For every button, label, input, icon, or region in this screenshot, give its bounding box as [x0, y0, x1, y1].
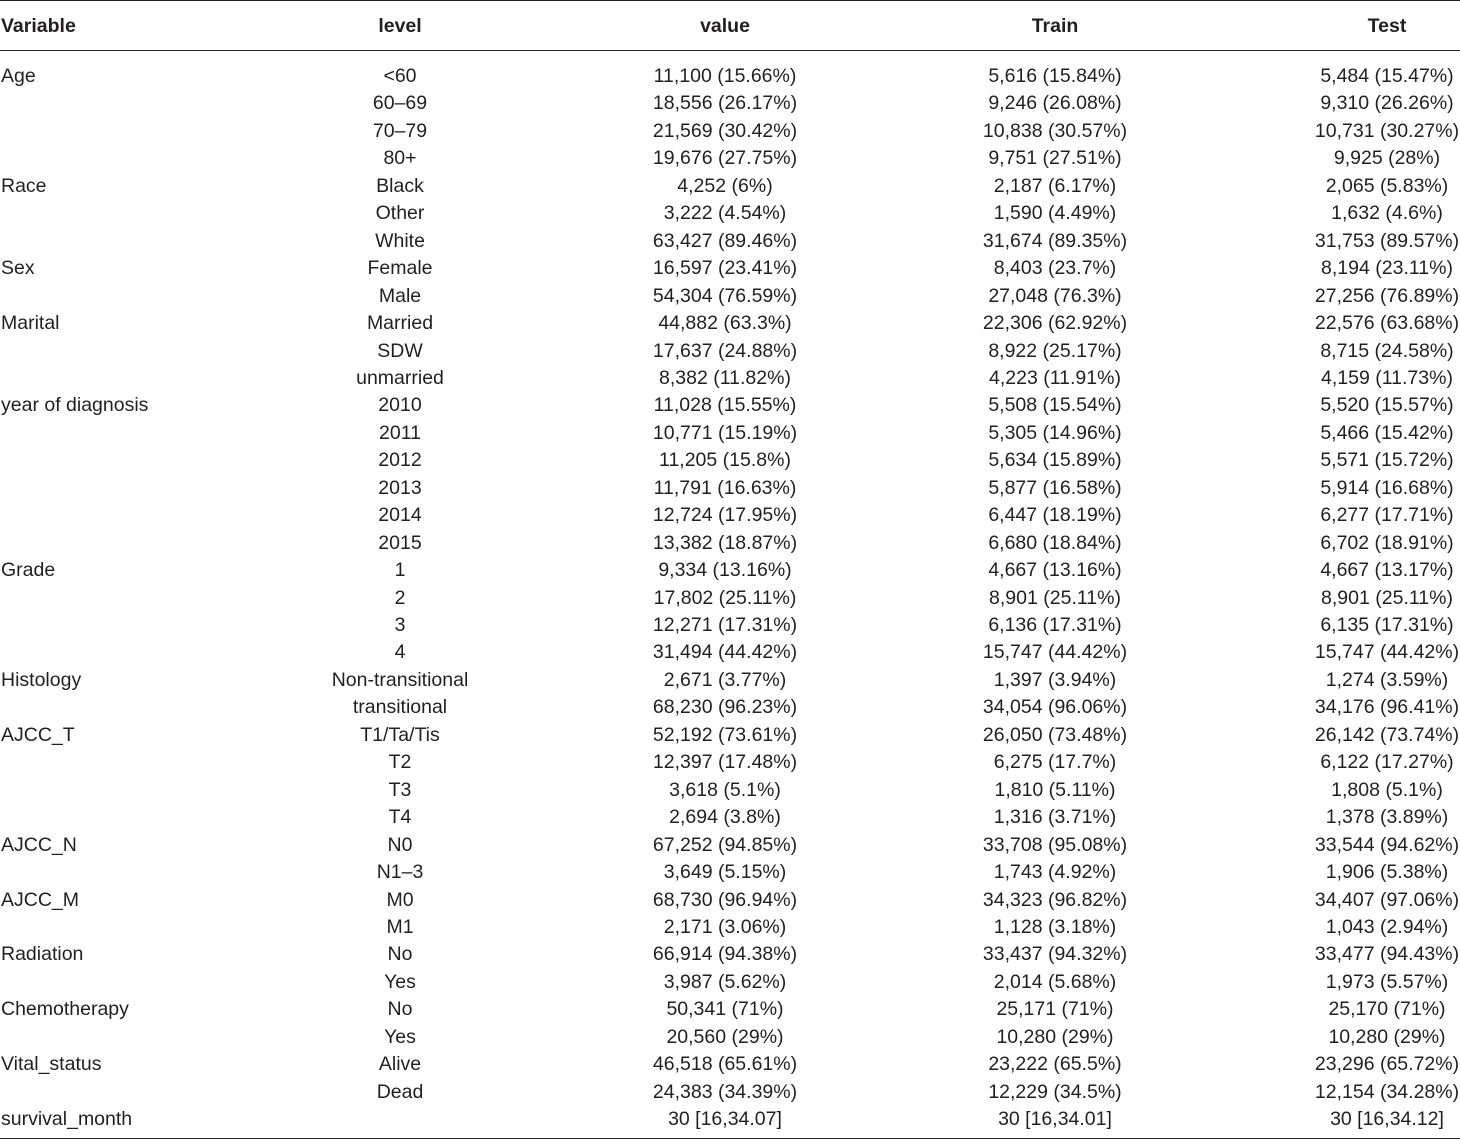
test-cell: 33,477 (94.43%) — [1314, 943, 1460, 966]
variable-cell: Chemotherapy — [1, 998, 129, 1021]
level-cell: M0 — [386, 888, 414, 911]
test-cell: 33,544 (94.62%) — [1314, 833, 1460, 856]
variable-cell: Histology — [1, 668, 82, 691]
test-cell: 15,747 (44.42%) — [1314, 641, 1460, 664]
test-cell: 12,154 (34.28%) — [1314, 1080, 1460, 1103]
table-row — [0, 667, 1460, 694]
header-test: Test — [1367, 15, 1407, 37]
table-row — [0, 502, 1460, 529]
train-cell: 1,316 (3.71%) — [993, 806, 1117, 829]
level-cell: No — [387, 998, 413, 1021]
train-cell: 1,128 (3.18%) — [993, 915, 1117, 938]
level-cell: Alive — [378, 1053, 422, 1076]
train-cell: 1,397 (3.94%) — [993, 668, 1117, 691]
test-cell: 6,135 (17.31%) — [1320, 614, 1454, 636]
table-header-rule — [0, 50, 1460, 51]
value-cell: 3,618 (5.1%) — [669, 778, 781, 801]
train-cell: 2,187 (6.17%) — [993, 174, 1117, 197]
table-row — [0, 63, 1460, 90]
level-cell: Non-transitional — [331, 668, 469, 691]
variable-cell: Radiation — [1, 943, 84, 966]
variable-cell: Vital_status — [1, 1053, 102, 1076]
level-cell: Dead — [376, 1080, 424, 1103]
table-row — [0, 914, 1460, 941]
train-cell: 2,014 (5.68%) — [993, 970, 1117, 993]
table-row — [0, 639, 1460, 666]
train-cell: 5,634 (15.89%) — [988, 449, 1122, 472]
table-row — [0, 1051, 1460, 1078]
table-row — [0, 749, 1460, 776]
level-cell: N1–3 — [376, 861, 424, 884]
level-cell: No — [387, 943, 413, 966]
test-cell: 6,277 (17.71%) — [1320, 504, 1454, 527]
table-row — [0, 475, 1460, 502]
test-cell: 22,576 (63.68%) — [1314, 312, 1460, 335]
table-row — [0, 1106, 1460, 1133]
test-cell: 1,378 (3.89%) — [1325, 806, 1449, 829]
table-row — [0, 941, 1460, 968]
level-cell: T3 — [388, 778, 412, 801]
value-cell: 11,100 (15.66%) — [653, 65, 797, 87]
train-cell: 10,838 (30.57%) — [982, 119, 1128, 142]
table-row — [0, 145, 1460, 172]
test-cell: 10,731 (30.27%) — [1314, 119, 1460, 142]
train-cell: 6,136 (17.31%) — [988, 614, 1122, 636]
test-cell: 8,715 (24.58%) — [1320, 339, 1454, 362]
table-row — [0, 694, 1460, 721]
table-top-rule — [0, 0, 1460, 1]
value-cell: 52,192 (73.61%) — [652, 723, 798, 746]
header-variable: Variable — [1, 15, 76, 37]
value-cell: 67,252 (94.85%) — [652, 833, 798, 856]
level-cell: Yes — [384, 970, 416, 993]
value-cell: 16,597 (23.41%) — [652, 257, 798, 280]
table-row — [0, 173, 1460, 200]
table-row — [0, 255, 1460, 282]
test-cell: 34,176 (96.41%) — [1314, 696, 1460, 719]
test-cell: 2,065 (5.83%) — [1325, 174, 1449, 197]
value-cell: 2,171 (3.06%) — [663, 915, 787, 938]
test-cell: 4,667 (13.17%) — [1320, 559, 1454, 582]
level-cell: 2015 — [378, 531, 422, 554]
train-cell: 8,901 (25.11%) — [989, 586, 1121, 609]
level-cell: unmarried — [356, 366, 444, 389]
train-cell: 4,223 (11.91%) — [989, 366, 1121, 389]
train-cell: 30 [16,34.01] — [998, 1108, 1112, 1131]
level-cell: N0 — [387, 833, 413, 856]
train-cell: 34,323 (96.82%) — [982, 888, 1128, 911]
test-cell: 8,194 (23.11%) — [1321, 257, 1453, 280]
value-cell: 50,341 (71%) — [666, 998, 784, 1021]
level-cell: transitional — [352, 696, 448, 719]
train-cell: 26,050 (73.48%) — [982, 723, 1128, 746]
table-row — [0, 722, 1460, 749]
value-cell: 2,671 (3.77%) — [663, 668, 787, 691]
level-cell: 2013 — [378, 476, 422, 499]
test-cell: 8,901 (25.11%) — [1321, 586, 1453, 609]
value-cell: 11,028 (15.55%) — [653, 394, 797, 417]
header-value: value — [700, 15, 750, 37]
test-cell: 1,043 (2.94%) — [1325, 915, 1449, 938]
level-cell: 2014 — [378, 504, 422, 527]
table-row — [0, 530, 1460, 557]
table-row — [0, 365, 1460, 392]
value-cell: 46,518 (65.61%) — [652, 1053, 798, 1076]
value-cell: 10,771 (15.19%) — [652, 421, 798, 444]
train-cell: 25,171 (71%) — [996, 998, 1114, 1021]
value-cell: 19,676 (27.75%) — [652, 147, 798, 170]
table-header-row — [0, 11, 1460, 41]
variable-cell: survival_month — [1, 1108, 133, 1131]
level-cell: 3 — [394, 614, 406, 636]
test-cell: 31,753 (89.57%) — [1314, 229, 1460, 252]
train-cell: 33,437 (94.32%) — [982, 943, 1128, 966]
table-row — [0, 338, 1460, 365]
test-cell: 5,466 (15.42%) — [1320, 421, 1454, 444]
level-cell: 4 — [394, 641, 406, 664]
level-cell: Black — [376, 174, 424, 197]
table-row — [0, 612, 1460, 639]
variable-cell: AJCC_N — [1, 833, 77, 856]
value-cell: 20,560 (29%) — [666, 1025, 784, 1048]
header-train: Train — [1031, 15, 1079, 37]
table-row — [0, 1079, 1460, 1106]
variable-cell: AJCC_T — [1, 723, 75, 746]
test-cell: 1,808 (5.1%) — [1331, 778, 1443, 801]
value-cell: 44,882 (63.3%) — [658, 312, 792, 335]
train-cell: 5,305 (14.96%) — [988, 421, 1122, 444]
train-cell: 8,403 (23.7%) — [993, 257, 1117, 280]
level-cell: Other — [375, 202, 425, 225]
test-cell: 34,407 (97.06%) — [1314, 888, 1460, 911]
value-cell: 30 [16,34.07] — [668, 1108, 782, 1131]
level-cell: Yes — [384, 1025, 416, 1048]
value-cell: 12,724 (17.95%) — [652, 504, 798, 527]
test-cell: 5,914 (16.68%) — [1320, 476, 1454, 499]
value-cell: 9,334 (13.16%) — [658, 559, 792, 582]
test-cell: 9,310 (26.26%) — [1320, 92, 1454, 115]
train-cell: 27,048 (76.3%) — [988, 284, 1122, 307]
level-cell: 2010 — [378, 394, 422, 417]
table-row — [0, 420, 1460, 447]
train-cell: 12,229 (34.5%) — [988, 1080, 1122, 1103]
table-row — [0, 283, 1460, 310]
train-cell: 33,708 (95.08%) — [982, 833, 1128, 856]
value-cell: 12,397 (17.48%) — [652, 751, 798, 774]
level-cell: Female — [367, 257, 433, 280]
value-cell: 66,914 (94.38%) — [652, 943, 798, 966]
table-row — [0, 200, 1460, 227]
value-cell: 17,802 (25.11%) — [653, 586, 797, 609]
train-cell: 5,877 (16.58%) — [988, 476, 1122, 499]
level-cell: Male — [378, 284, 422, 307]
table-row — [0, 832, 1460, 859]
table-row — [0, 996, 1460, 1023]
test-cell: 6,122 (17.27%) — [1320, 751, 1454, 774]
test-cell: 1,274 (3.59%) — [1325, 668, 1449, 691]
value-cell: 68,730 (96.94%) — [652, 888, 798, 911]
value-cell: 21,569 (30.42%) — [652, 119, 798, 142]
value-cell: 3,222 (4.54%) — [663, 202, 787, 225]
table-row — [0, 969, 1460, 996]
test-cell: 26,142 (73.74%) — [1314, 723, 1460, 746]
value-cell: 13,382 (18.87%) — [652, 531, 798, 554]
value-cell: 12,271 (17.31%) — [652, 614, 798, 636]
variable-cell: Sex — [1, 257, 35, 280]
test-cell: 30 [16,34.12] — [1330, 1108, 1444, 1131]
level-cell: T1/Ta/Tis — [360, 723, 440, 746]
train-cell: 5,508 (15.54%) — [988, 394, 1122, 417]
train-cell: 22,306 (62.92%) — [982, 312, 1128, 335]
train-cell: 10,280 (29%) — [996, 1025, 1114, 1048]
value-cell: 8,382 (11.82%) — [659, 366, 791, 389]
table-row — [0, 310, 1460, 337]
train-cell: 31,674 (89.35%) — [982, 229, 1128, 252]
test-cell: 23,296 (65.72%) — [1314, 1053, 1460, 1076]
value-cell: 17,637 (24.88%) — [652, 339, 798, 362]
table-row — [0, 777, 1460, 804]
train-cell: 1,590 (4.49%) — [993, 202, 1117, 225]
test-cell: 10,280 (29%) — [1328, 1025, 1446, 1048]
train-cell: 6,275 (17.7%) — [993, 751, 1117, 774]
train-cell: 9,751 (27.51%) — [988, 147, 1122, 170]
test-cell: 9,925 (28%) — [1333, 147, 1441, 170]
variable-cell: Grade — [1, 559, 56, 582]
table-row — [0, 1024, 1460, 1051]
train-cell: 8,922 (25.17%) — [988, 339, 1122, 362]
value-cell: 54,304 (76.59%) — [652, 284, 798, 307]
value-cell: 68,230 (96.23%) — [652, 696, 798, 719]
train-cell: 1,810 (5.11%) — [994, 778, 1116, 801]
variable-cell: year of diagnosis — [1, 394, 149, 417]
level-cell: M1 — [386, 915, 414, 938]
table-bottom-rule — [0, 1138, 1460, 1139]
test-cell: 1,906 (5.38%) — [1325, 861, 1449, 884]
table-row — [0, 447, 1460, 474]
train-cell: 23,222 (65.5%) — [988, 1053, 1122, 1076]
value-cell: 2,694 (3.8%) — [669, 806, 781, 829]
test-cell: 1,632 (4.6%) — [1331, 202, 1443, 225]
level-cell: SDW — [377, 339, 423, 362]
table-row — [0, 90, 1460, 117]
table-row — [0, 557, 1460, 584]
test-cell: 5,520 (15.57%) — [1320, 394, 1454, 417]
level-cell: 2012 — [378, 449, 422, 472]
table-row — [0, 859, 1460, 886]
level-cell: 2 — [394, 586, 406, 609]
value-cell: 31,494 (44.42%) — [652, 641, 798, 664]
value-cell: 4,252 (6%) — [677, 174, 773, 197]
train-cell: 15,747 (44.42%) — [982, 641, 1128, 664]
train-cell: 1,743 (4.92%) — [993, 861, 1117, 884]
value-cell: 3,987 (5.62%) — [663, 970, 787, 993]
value-cell: 24,383 (34.39%) — [652, 1080, 798, 1103]
train-cell: 5,616 (15.84%) — [988, 65, 1122, 87]
train-cell: 34,054 (96.06%) — [982, 696, 1128, 719]
level-cell: Married — [366, 312, 434, 335]
test-cell: 25,170 (71%) — [1328, 998, 1446, 1021]
variable-cell: AJCC_M — [1, 888, 80, 911]
test-cell: 5,571 (15.72%) — [1320, 449, 1454, 472]
value-cell: 18,556 (26.17%) — [652, 92, 798, 115]
level-cell: 70–79 — [372, 119, 428, 142]
table-row — [0, 392, 1460, 419]
value-cell: 63,427 (89.46%) — [652, 229, 798, 252]
test-cell: 1,973 (5.57%) — [1325, 970, 1449, 993]
train-cell: 6,680 (18.84%) — [988, 531, 1122, 554]
test-cell: 27,256 (76.89%) — [1314, 284, 1460, 307]
level-cell: White — [375, 229, 425, 252]
level-cell: T2 — [388, 751, 412, 774]
header-level: level — [378, 15, 422, 37]
value-cell: 3,649 (5.15%) — [663, 861, 787, 884]
level-cell: 60–69 — [372, 92, 428, 115]
table-row — [0, 118, 1460, 145]
test-cell: 6,702 (18.91%) — [1320, 531, 1454, 554]
test-cell: 4,159 (11.73%) — [1321, 366, 1453, 389]
value-cell: 11,791 (16.63%) — [653, 476, 797, 499]
variable-cell: Age — [1, 65, 36, 87]
train-cell: 6,447 (18.19%) — [988, 504, 1122, 527]
train-cell: 4,667 (13.16%) — [988, 559, 1122, 582]
table-row — [0, 228, 1460, 255]
value-cell: 11,205 (15.8%) — [659, 449, 791, 472]
variable-cell: Race — [1, 174, 47, 197]
table-row — [0, 585, 1460, 612]
test-cell: 5,484 (15.47%) — [1320, 65, 1454, 87]
level-cell: 1 — [394, 559, 406, 582]
table-row — [0, 804, 1460, 831]
table-row — [0, 887, 1460, 914]
level-cell: <60 — [383, 65, 417, 87]
level-cell: 80+ — [383, 147, 417, 170]
variable-cell: Marital — [1, 312, 60, 335]
level-cell: T4 — [388, 806, 412, 829]
level-cell: 2011 — [379, 421, 421, 444]
train-cell: 9,246 (26.08%) — [988, 92, 1122, 115]
